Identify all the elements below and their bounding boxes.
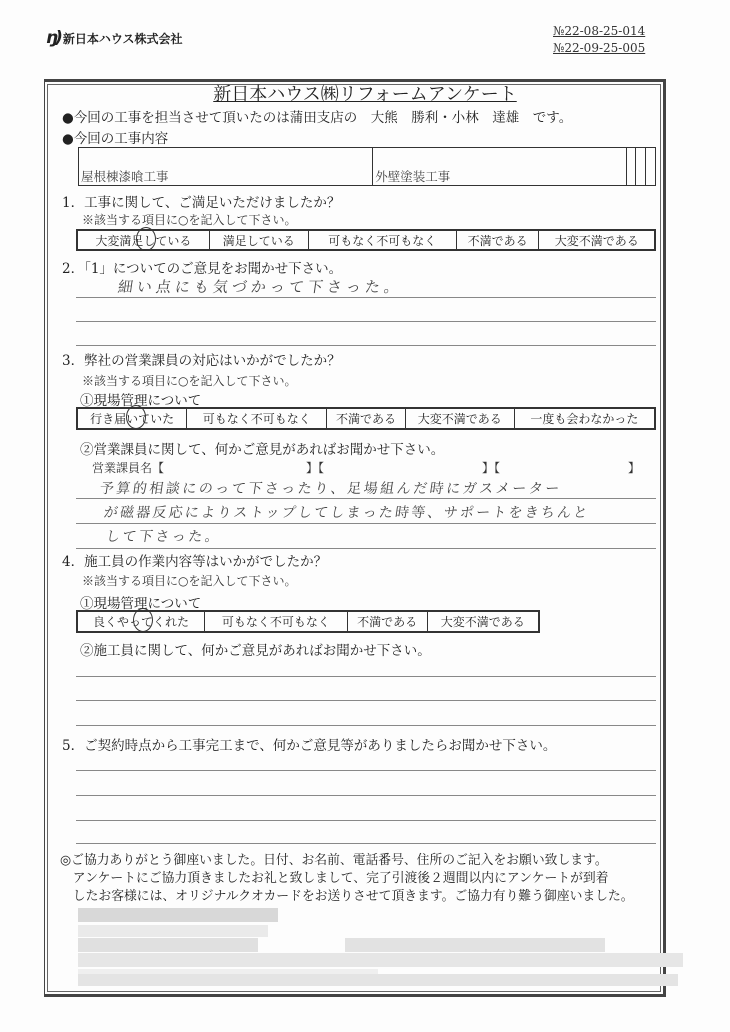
option-label: 可もなく不可もなく — [202, 412, 311, 426]
footer-line: したお客様には、オリジナルクオカードをお送りさせて頂きます。ご協力有り難う御座いました。 — [60, 889, 634, 904]
q3-answer-line: して下さった。 — [104, 529, 223, 545]
option-q4-1[interactable] — [205, 611, 348, 632]
option-q3-1[interactable] — [187, 408, 327, 429]
answer-line — [76, 321, 656, 322]
option-q1-1[interactable] — [209, 230, 308, 250]
q2-question: 2．「1」についてのご意見をお聞かせ下さい。 — [62, 261, 343, 277]
option-label: 行き届いていた — [90, 412, 175, 426]
q5-question: 5．ご契約時点から工事完工まで、何かご意見等がありましたらお聞かせ下さい。 — [62, 738, 557, 754]
option-label: 大変満足している — [95, 233, 192, 248]
q3-note: ※該当する項目に○を記入して下さい。 — [82, 374, 297, 388]
answer-line — [76, 725, 656, 726]
q3-sub1: ①現場管理について — [80, 393, 202, 409]
answer-line — [76, 795, 656, 796]
q4-note: ※該当する項目に○を記入して下さい。 — [82, 574, 297, 588]
work-cell — [646, 148, 656, 186]
q4-sub2: ②施工員に関して、何かご意見があればお聞かせ下さい。 — [80, 643, 431, 659]
answer-line — [76, 498, 656, 499]
option-label: 一度も会わなかった — [530, 412, 639, 426]
q2-answer: 細い点にも気づかって下さった。 — [116, 278, 405, 296]
option-q3-0[interactable] — [77, 408, 187, 429]
q4-sub1: ①現場管理について — [80, 596, 202, 612]
selected-circle-mark — [136, 227, 156, 251]
q3-options — [76, 407, 656, 430]
q4-question: 4．施工員の作業内容等はいかがでしたか？ — [62, 554, 328, 570]
option-label: 満足している — [222, 233, 295, 248]
work-table — [78, 147, 656, 186]
work-label: ●今回の工事内容 — [62, 131, 169, 147]
work-cell: 屋根棟漆喰工事 — [79, 148, 373, 186]
q1-question: 1．工事に関して、ご満足いただけましたか？ — [62, 195, 341, 211]
doc-number-2: №22-09-25-005 — [553, 41, 646, 55]
work-cell — [626, 148, 636, 186]
q1-options — [76, 229, 656, 251]
intro-text: ●今回の工事を担当させて頂いたのは蒲田支店の 大熊 勝利・小林 達雄 です。 — [62, 110, 573, 126]
option-label: 良くやってくれた — [93, 615, 190, 629]
option-label: 大変不満である — [554, 233, 639, 248]
doc-number-1: №22-08-25-014 — [553, 24, 646, 38]
option-label: 大変不満である — [440, 615, 525, 629]
option-q4-3[interactable] — [427, 611, 539, 632]
staff-bracket: 】【 — [306, 461, 325, 475]
q3-answer-line: が磁器反応によりストップしてしまった時等、サポートをきちんと — [102, 505, 591, 521]
answer-line — [76, 700, 656, 701]
company-logo — [46, 28, 183, 48]
footer-line: ◎ご協力ありがとう御座いました。日付、お名前、電話番号、住所のご記入をお願い致します。 — [60, 853, 608, 868]
option-q3-4[interactable] — [514, 408, 655, 429]
option-label: 不満である — [467, 233, 528, 248]
option-q1-4[interactable] — [539, 230, 655, 250]
answer-line — [76, 548, 656, 549]
option-label: 不満である — [357, 615, 418, 629]
option-q3-3[interactable] — [405, 408, 514, 429]
q4-options — [76, 610, 540, 633]
footer-line: アンケートにご協力頂きましたお礼と致しまして、完了引渡後２週間以内にアンケートが到着 — [60, 871, 609, 886]
staff-name-label: 営業課員名【 — [92, 461, 165, 475]
option-q1-2[interactable] — [308, 230, 456, 250]
logo-mark-icon: ŋ) — [46, 28, 60, 48]
answer-line — [76, 770, 656, 771]
form-title-wrap — [0, 80, 730, 106]
answer-line — [76, 820, 656, 821]
work-cell: 外壁塗装工事 — [373, 148, 627, 186]
option-label: 不満である — [335, 412, 396, 426]
option-label: 可もなく不可もなく — [328, 233, 437, 248]
answer-line — [76, 676, 656, 677]
answer-line — [76, 843, 656, 844]
q1-note: ※該当する項目に○を記入して下さい。 — [82, 213, 297, 227]
q3-question: 3．弊社の営業課員の対応はいかがでしたか？ — [62, 353, 341, 369]
option-q4-2[interactable] — [347, 611, 427, 632]
q3-sub2: ②営業課員に関して、何かご意見があればお聞かせ下さい。 — [80, 442, 445, 458]
company-name: 新日本ハウス株式会社 — [62, 31, 183, 46]
selected-circle-mark — [126, 405, 146, 429]
option-q1-0[interactable] — [77, 230, 209, 250]
answer-line — [76, 523, 656, 524]
staff-bracket: 】 — [628, 461, 641, 475]
option-label: 大変不満である — [417, 412, 502, 426]
form-title: 新日本ハウス㈱リフォームアンケート — [213, 84, 517, 105]
answer-line — [76, 345, 656, 346]
q3-answer-line: 予算的相談にのって下さったり、足場組んだ時にガスメーター — [98, 481, 563, 497]
work-cell — [636, 148, 646, 186]
option-q4-0[interactable] — [77, 611, 205, 632]
staff-bracket: 】【 — [482, 461, 501, 475]
option-q1-3[interactable] — [456, 230, 539, 250]
option-label: 可もなく不可もなく — [221, 615, 330, 629]
answer-line — [76, 297, 656, 298]
option-q3-2[interactable] — [327, 408, 405, 429]
